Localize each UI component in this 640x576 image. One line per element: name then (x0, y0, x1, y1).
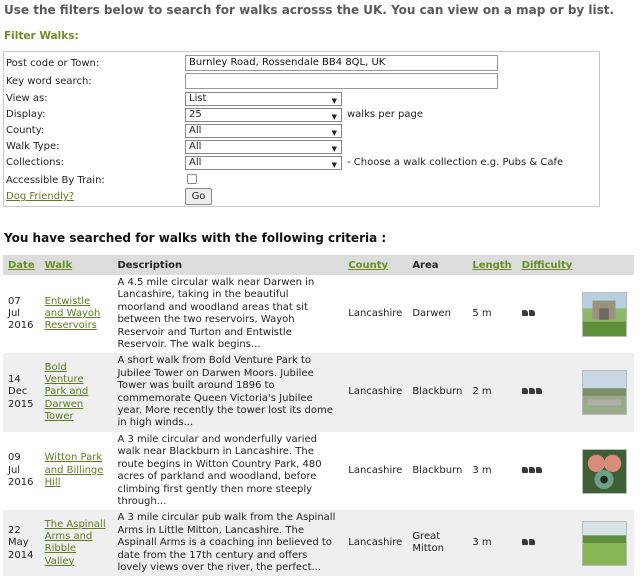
collections-select[interactable] (185, 156, 342, 170)
date-month: Jul (8, 464, 21, 476)
difficulty-cell (517, 353, 578, 431)
boot-icon (522, 310, 528, 316)
chevron-down-icon: ▼ (331, 129, 337, 137)
filter-title: Filter Walks: (4, 30, 79, 42)
date-month: Dec (8, 386, 28, 398)
walk-photo[interactable] (582, 449, 627, 494)
difficulty-boots (522, 467, 542, 473)
go-button[interactable]: Go (185, 188, 212, 205)
difficulty-cell (517, 432, 578, 510)
walk-photo[interactable] (582, 521, 627, 566)
walktype-value: All (189, 141, 202, 152)
viewas-label: View as: (6, 93, 48, 104)
area-cell: Blackburn (407, 353, 467, 431)
filter-form (3, 51, 600, 207)
postcode-input[interactable]: Burnley Road, Rossendale BB4 8QL, UK (185, 55, 498, 71)
boot-icon (529, 467, 535, 473)
chevron-down-icon: ▼ (331, 97, 337, 105)
header-length[interactable]: Length (467, 255, 516, 275)
date-year: 2016 (8, 477, 34, 489)
date-cell (3, 432, 40, 510)
length-cell: 3 m (467, 510, 516, 576)
keyword-input[interactable] (185, 73, 498, 89)
county-value: All (189, 125, 202, 136)
collections-value: All (189, 157, 202, 168)
boot-icon (529, 539, 535, 545)
date-month: Jul (8, 308, 21, 320)
boot-icon (522, 539, 528, 545)
description-cell: A short walk from Bold Venture Park to Jubilee Tower on Darwen Moors. Jubilee Tower was built around 1896 to commemorate Queen Victoria's Jubilee year. More recently the tower lost its dome in high winds... (112, 353, 343, 431)
viewas-value: List (189, 93, 207, 104)
table-row (3, 432, 634, 510)
walktype-label: Walk Type: (6, 141, 60, 152)
date-cell (3, 353, 40, 431)
walk-photo[interactable] (582, 370, 627, 415)
display-select[interactable] (185, 108, 342, 122)
train-label: Accessible By Train: (6, 175, 105, 186)
difficulty-boots (522, 388, 542, 394)
area-cell: Darwen (412, 308, 451, 320)
walk-link[interactable]: The Aspinall Arms and Ribble Valley (44, 518, 106, 567)
date-year: 2016 (8, 320, 34, 332)
length-cell: 3 m (472, 464, 492, 476)
header-county[interactable]: County (343, 255, 407, 275)
description-cell: A 4.5 mile circular walk near Darwen in Lancashire, taking in the beautiful moorland and woodland areas that sit between the two reservoirs, Wayoh Reservoir and Turton and Entwistle Reservoir. The walk begins... (117, 277, 315, 351)
county-cell: Lancashire (348, 308, 403, 320)
dog-friendly-link[interactable]: Dog Friendly? (6, 191, 75, 202)
boot-icon (522, 467, 528, 473)
walktype-select[interactable] (185, 140, 342, 154)
chevron-down-icon: ▼ (331, 161, 337, 169)
train-checkbox[interactable] (187, 174, 197, 184)
boot-icon (529, 310, 535, 316)
table-row (3, 510, 634, 576)
walk-photo[interactable] (582, 292, 627, 337)
difficulty-cell (517, 275, 578, 353)
collections-hint: - Choose a walk collection e.g. Pubs & Cafe (347, 157, 564, 168)
boot-icon (536, 388, 542, 394)
viewas-select[interactable] (185, 92, 342, 106)
boot-icon (529, 388, 535, 394)
boot-icon (522, 388, 528, 394)
difficulty-boots (522, 539, 535, 545)
county-cell: Lancashire (343, 510, 407, 576)
description-cell: A 3 mile circular and wonderfully varied walk near Blackburn in Lancashire. The route begins in Witton Country Park, 480 acres of parkland and woodland, before climbing first gently then more steeply through... (117, 433, 322, 507)
photo-cell[interactable] (577, 275, 634, 353)
boot-icon (536, 467, 542, 473)
date-year: 2014 (8, 549, 34, 561)
postcode-label: Post code or Town: (6, 58, 100, 69)
keyword-label: Key word search: (6, 76, 92, 87)
display-suffix: walks per page (347, 109, 424, 120)
length-cell: 2 m (467, 353, 516, 431)
county-label: County: (6, 125, 45, 136)
results-table (3, 255, 634, 576)
date-month: May (8, 537, 29, 549)
header-area: Area (407, 255, 467, 275)
chevron-down-icon: ▼ (331, 145, 337, 153)
header-walk[interactable]: Walk (40, 255, 113, 275)
area-cell: Great Mitton (407, 510, 467, 576)
date-day: 22 (8, 524, 21, 536)
difficulty-boots (522, 310, 535, 316)
photo-cell[interactable] (577, 510, 634, 576)
date-day: 09 (8, 452, 21, 464)
difficulty-cell (517, 510, 578, 576)
header-photo (577, 255, 634, 275)
header-difficulty[interactable]: Difficulty (517, 255, 578, 275)
description-cell: A 3 mile circular pub walk from the Aspinall Arms in Little Mitton, Lancashire. The Aspinall Arms is a coaching inn believed to date from the 17th century and offers lovely views over the river, the perfect... (112, 510, 343, 576)
display-value: 25 (189, 109, 202, 120)
display-label: Display: (6, 109, 46, 120)
header-description: Description (112, 255, 343, 275)
date-cell (3, 510, 40, 576)
county-select[interactable] (185, 124, 342, 138)
page-intro: Use the filters below to search for walks acrosss the UK. You can view on a map or by list. (4, 3, 615, 17)
chevron-down-icon: ▼ (331, 113, 337, 121)
walk-link[interactable]: Bold Venture Park and Darwen Tower (44, 361, 89, 423)
photo-cell[interactable] (577, 353, 634, 431)
date-year: 2015 (8, 398, 34, 410)
date-day: 07 (8, 295, 21, 307)
date-cell (3, 275, 40, 353)
walk-link[interactable]: Witton Park and Billinge Hill (44, 452, 104, 489)
walk-link[interactable]: Entwistle and Wayoh Reservoirs (44, 295, 101, 332)
county-cell: Lancashire (343, 353, 407, 431)
table-row (3, 275, 634, 353)
photo-cell[interactable] (577, 432, 634, 510)
county-cell: Lancashire (348, 464, 403, 476)
collections-label: Collections: (6, 157, 65, 168)
criteria-title: You have searched for walks with the following criteria : (4, 231, 387, 245)
area-cell: Blackburn (412, 464, 463, 476)
date-day: 14 (8, 374, 21, 386)
table-row (3, 353, 634, 431)
header-date[interactable]: Date (3, 255, 40, 275)
length-cell: 5 m (472, 308, 492, 320)
